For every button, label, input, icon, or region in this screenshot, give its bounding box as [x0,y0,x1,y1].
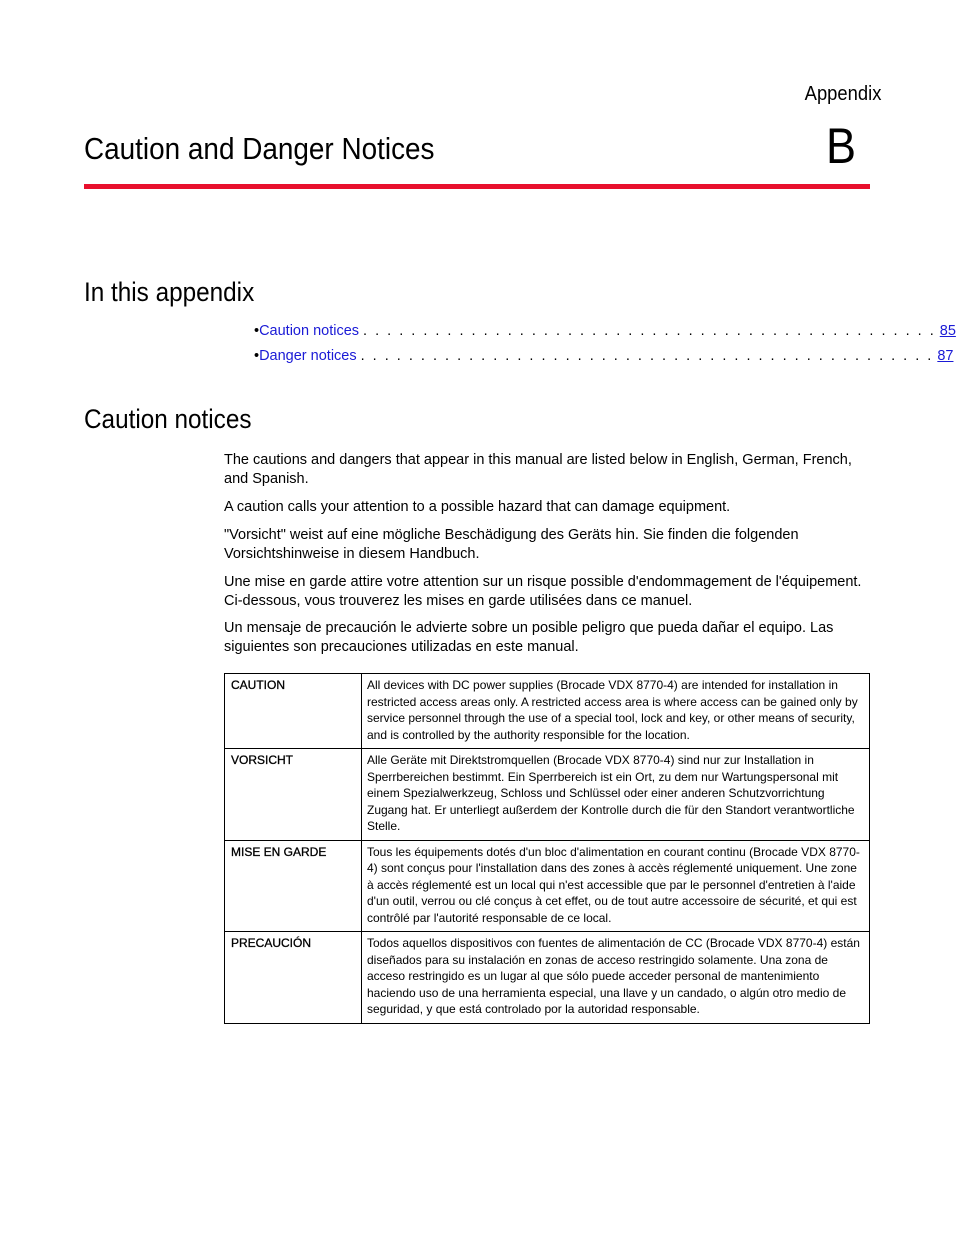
notice-text: Alle Geräte mit Direktstromquellen (Brocade VDX 8770-4) sind nur zur Installation in Sperrbereichen bestimmt. Ein Sperrbereich ist ein Ort, zu dem nur Wartungspersonal mit einem Spezialwerkzeug, Schloss und Schlüssel oder einer anderen Schutzvorrichtung Zugang hat. Er unterliegt außerdem der Kontrolle durch die für den Standort verantwortliche Stelle. [362,749,870,841]
notice-label: VORSICHT [225,749,362,841]
toc-leader-dots: . . . . . . . . . . . . . . . . . . . . . . . . . . . . . . . . . . . . . . . . . . . . . . . . [360,348,934,364]
toc-item-caution-notices [254,322,956,347]
toc-item-danger-notices [254,347,954,372]
toc-list [254,322,956,372]
notice-text: All devices with DC power supplies (Brocade VDX 8770-4) are intended for installation in restricted access areas only. A restricted access area is where access can be gained only by service personnel through the use of a special tool, lock and key, or other means of security, and is controlled by the authority responsible for the location. [362,674,870,749]
appendix-label: Appendix [804,83,881,105]
table-row [225,840,870,932]
toc-page-link[interactable]: 87 [937,348,954,364]
caution-french-paragraph: Une mise en garde attire votre attention sur un risque possible d'endommagement de l'équipement. Ci-dessous, vous trouverez les mises en garde utilisées dans ce manuel. [224,574,862,609]
in-this-appendix-heading: In this appendix [84,277,255,307]
caution-spanish-paragraph: Un mensaje de precaución le advierte sobre un posible peligro que pueda dañar el equipo. Las siguientes son precauciones utilizadas en este manual. [224,620,834,655]
appendix-letter: B [826,118,857,174]
intro-paragraph: The cautions and dangers that appear in this manual are listed below in English, German, French, and Spanish. [224,452,852,487]
toc-link-danger-notices[interactable]: Danger notices [259,348,357,364]
toc-page-link[interactable]: 85 [939,323,956,339]
notice-text: Todos aquellos dispositivos con fuentes de alimentación de CC (Brocade VDX 8770-4) están diseñados para su instalación en zonas de acceso restringido solamente. Una zona de acceso restringido es un lugar al que sólo puede acceder personal de mantenimiento haciendo uso de una herramienta especial, una llave y un candado, o algún otro medio de seguridad, y que está controlado por la autoridad responsable. [362,932,870,1024]
bullet: • [254,348,260,364]
notice-label: CAUTION [225,674,362,749]
table-row [225,674,870,749]
caution-german-paragraph: "Vorsicht" weist auf eine mögliche Beschädigung des Geräts hin. Sie finden die folgenden Vorsichtshinweise in diesem Handbuch. [224,527,799,562]
table-row [225,749,870,841]
caution-english-paragraph: A caution calls your attention to a possible hazard that can damage equipment. [224,499,731,515]
toc-leader-dots: . . . . . . . . . . . . . . . . . . . . . . . . . . . . . . . . . . . . . . . . . . . . . . . . [363,323,936,339]
notice-label: PRECAUCIÓN [225,932,362,1024]
table-row [225,932,870,1024]
caution-notices-heading: Caution notices [84,404,252,434]
title-rule [84,184,870,189]
caution-notice-table [224,673,870,1024]
notice-label: MISE EN GARDE [225,840,362,932]
toc-link-caution-notices[interactable]: Caution notices [259,323,360,339]
page-title: Caution and Danger Notices [84,131,435,166]
bullet: • [254,323,260,339]
notice-text: Tous les équipements dotés d'un bloc d'alimentation en courant continu (Brocade VDX 8770-4) sont conçus pour l'installation dans des zones à accès réglementé uniquement. Une zone à accès réglementé est un local qui n'est accessible que par le personnel d'entretien à l'aide d'un outil, verrou ou clé conçus à cet effet, ou de tout autre accessoire de sécurité, et qui est contrôlé par l'autorité responsable de ce local. [362,840,870,932]
